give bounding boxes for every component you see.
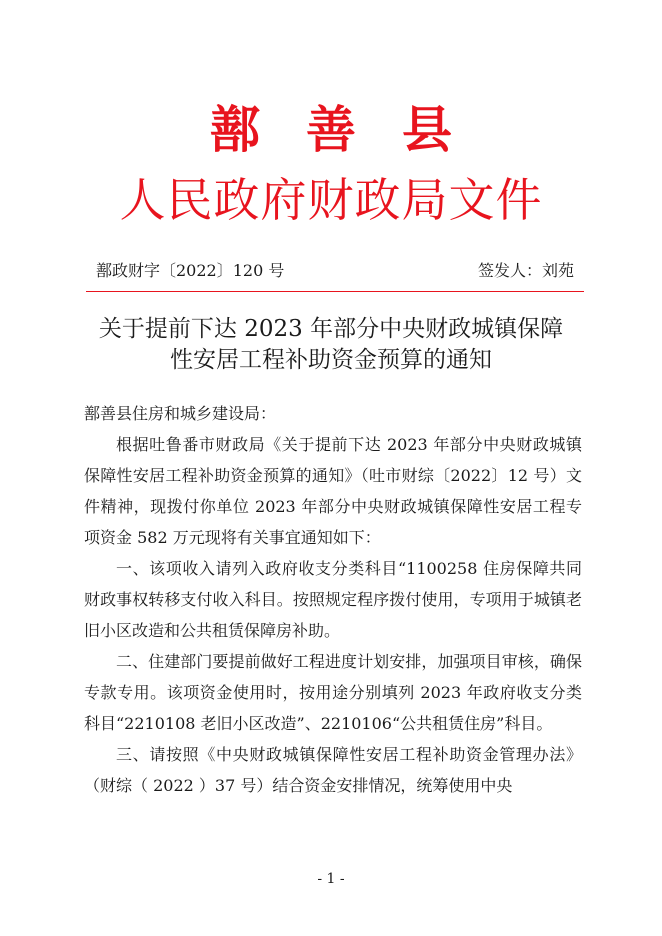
paragraph-item-2: 二、住建部门要提前做好工程进度计划安排，加强项目审核，确保专款专用。该项资金使用时，按用途分别填列 2023 年政府收支分类科目“2210108 老旧小区改造”、2210106“公共租赁住房”科目。 [84,652,582,733]
document-title [70,314,592,376]
document-body [84,398,582,801]
signer: 签发人：刘苑 [477,261,574,280]
salutation: 鄯善县住房和城乡建设局： [84,404,277,423]
red-divider [86,291,584,292]
paragraph-item-3: 三、请按照《中央财政城镇保障性安居工程补助资金管理办法》（财综（ 2022 ）37 号）结合资金安排情况，统筹使用中央 [84,745,582,795]
header-county: 鄯善县 [210,101,498,159]
paragraph-item-1: 一、该项收入请列入政府收支分类科目“1100258 住房保障共同财政事权转移支付收入科目。按照规定程序拨付使用，专项用于城镇老旧小区改造和公共租赁保障房补助。 [84,559,582,640]
title-line-2: 性安居工程补助资金预算的通知 [170,347,492,373]
page-number: - 1 - [317,871,345,887]
header-bureau: 人民政府财政局文件 [119,173,543,227]
title-line-1: 关于提前下达 2023 年部分中央财政城镇保障 [98,316,564,342]
paragraph-intro: 根据吐鲁番市财政局《关于提前下达 2023 年部分中央财政城镇保障性安居工程补助资金预算的通知》（吐市财综〔2022〕12 号）文件精神，现拨付你单位 2023 年部分中央财政城镇保障性安居工程专项资金 582 万元现将有关事宜通知如下： [84,435,582,547]
document-number: 鄯政财字〔2022〕120 号 [96,261,285,280]
